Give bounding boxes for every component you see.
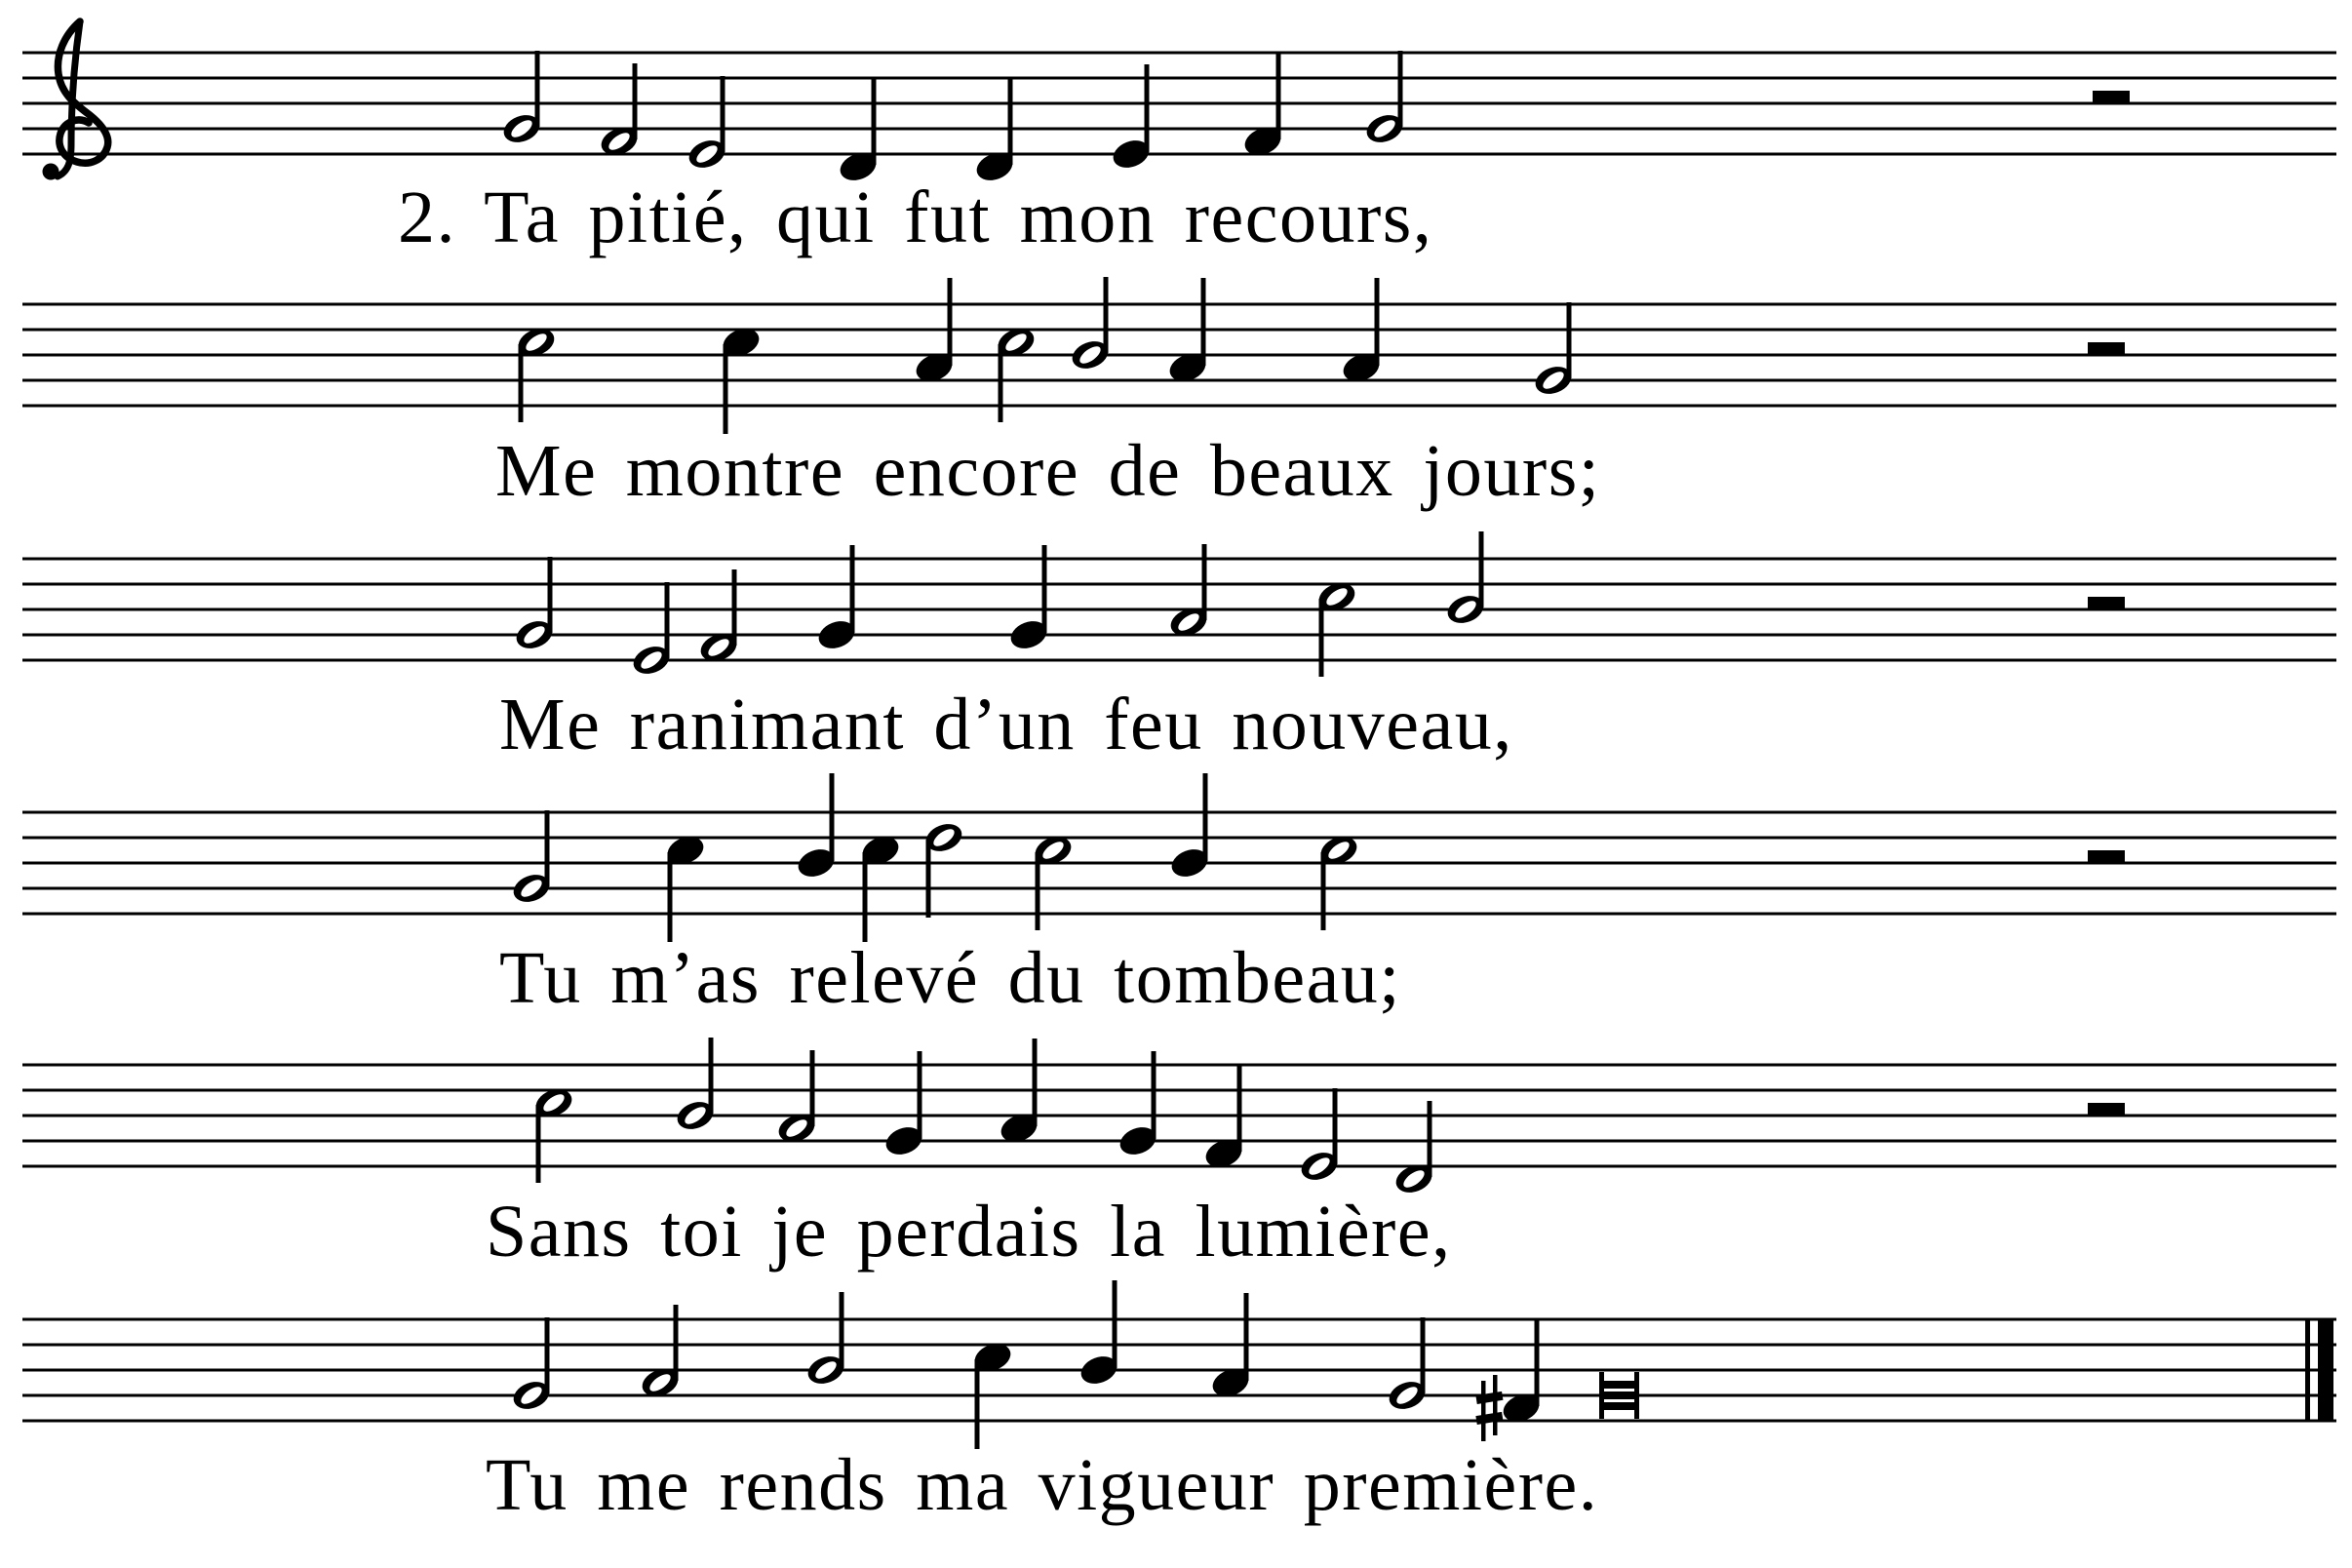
note-stem: [1321, 852, 1326, 930]
note: [630, 582, 674, 679]
note: [1168, 773, 1212, 882]
system-3: [22, 531, 2336, 679]
note: [515, 324, 559, 422]
note: [1317, 832, 1361, 930]
note: [510, 810, 554, 907]
system-4: [22, 773, 2336, 942]
note: [973, 77, 1017, 185]
note-stem: [1202, 544, 1207, 620]
staff-lines: [22, 1064, 2336, 1168]
note: [1117, 1051, 1160, 1159]
note-stem: [709, 1038, 714, 1114]
note-stem: [1113, 1280, 1117, 1368]
lyric-line-4: Tu m’as relevé du tombeau;: [499, 937, 1401, 1019]
note: [1532, 302, 1576, 399]
note-stem: [1421, 1317, 1426, 1393]
note-stem: [918, 1051, 922, 1139]
note: [1475, 1318, 1543, 1441]
note: [1202, 1064, 1246, 1172]
staff-lines: [22, 558, 2336, 662]
note: [837, 77, 881, 185]
note-stem: [536, 1105, 541, 1183]
note: [795, 773, 839, 882]
note: [1386, 1317, 1430, 1414]
note: [674, 1038, 718, 1134]
note-stem: [1375, 278, 1380, 366]
note-stem: [975, 1359, 980, 1449]
note-stem: [668, 852, 673, 942]
note-stem: [1104, 277, 1109, 353]
note-stem: [1203, 773, 1208, 861]
note: [513, 557, 557, 653]
note-stem: [1036, 852, 1040, 930]
note-stem: [872, 77, 877, 165]
note: [500, 51, 544, 147]
note: [532, 1084, 576, 1183]
lyric-line-2: Me montre encore de beaux jours;: [495, 430, 1601, 512]
half-rest: [2088, 597, 2125, 609]
staff-lines: [22, 303, 2336, 408]
note-stem: [1479, 531, 1484, 608]
note-stem: [1042, 545, 1047, 633]
note-stem: [548, 557, 553, 633]
sharp-icon: [1475, 1375, 1503, 1441]
note-stem: [1276, 52, 1281, 139]
lyric-line-6: Tu me rends ma vigueur première.: [486, 1444, 1599, 1526]
note: [882, 1051, 926, 1159]
note-stem: [1244, 1293, 1249, 1381]
note-stem: [633, 63, 638, 139]
note-stem: [1237, 1064, 1242, 1152]
note-stem: [948, 278, 953, 366]
note-stem: [1201, 278, 1206, 366]
note-stem: [1333, 1088, 1338, 1164]
note-stem: [926, 840, 931, 918]
note: [1241, 52, 1285, 160]
note-stem: [519, 344, 524, 422]
staff-lines: [22, 1318, 2336, 1423]
note: [510, 1317, 554, 1414]
treble-clef-icon: [43, 21, 108, 180]
note: [1007, 545, 1051, 653]
note: [913, 278, 957, 386]
note: [1363, 51, 1407, 147]
note-stem: [721, 76, 725, 152]
note: [1110, 64, 1154, 173]
note: [995, 324, 1039, 422]
note-stem: [1152, 1051, 1156, 1139]
system-6: [22, 1280, 2336, 1449]
note: [1078, 1280, 1121, 1389]
note-stem: [999, 344, 1003, 422]
half-rest: [2088, 1103, 2125, 1116]
breve-note: [1599, 1372, 1639, 1419]
note: [1166, 278, 1210, 386]
note-stem: [545, 1317, 550, 1393]
note: [804, 1292, 848, 1389]
note-stem: [665, 582, 670, 658]
note-stem: [545, 810, 550, 886]
note: [998, 1039, 1041, 1147]
note-stem: [1033, 1039, 1038, 1126]
note: [1340, 278, 1384, 386]
note: [1069, 277, 1113, 373]
note: [922, 819, 966, 918]
note: [1444, 531, 1488, 628]
note-stem: [1428, 1101, 1432, 1177]
note: [1032, 832, 1076, 930]
note-stem: [830, 773, 835, 861]
system-2: [22, 277, 2336, 434]
system-5: [22, 1038, 2336, 1197]
staff-lines: [22, 52, 2336, 156]
half-rest: [2088, 342, 2125, 355]
note-stem: [1535, 1318, 1540, 1406]
half-rest: [2093, 91, 2130, 103]
note-stem: [863, 852, 868, 942]
note: [1209, 1293, 1253, 1401]
note-stem: [1398, 51, 1403, 127]
note-stem: [1319, 599, 1324, 677]
note-stem: [850, 545, 855, 633]
note: [815, 545, 859, 653]
note-stem: [535, 51, 540, 127]
note-stem: [724, 344, 728, 434]
system-1: [22, 21, 2336, 185]
lyric-line-5: Sans toi je perdais la lumière,: [486, 1191, 1452, 1273]
note: [1315, 578, 1359, 677]
note-stem: [1145, 64, 1150, 152]
note-stem: [810, 1050, 815, 1126]
note: [686, 76, 729, 173]
note-stem: [732, 569, 737, 646]
note-stem: [840, 1292, 844, 1368]
final-barline: [2305, 1318, 2333, 1423]
lyric-line-3: Me ranimant d’un feu nouveau,: [499, 684, 1513, 765]
half-rest: [2088, 850, 2125, 863]
note-stem: [1567, 302, 1572, 378]
note-stem: [674, 1305, 679, 1381]
lyric-line-1: 2. Ta pitié, qui fut mon recours,: [398, 176, 1433, 258]
note: [1298, 1088, 1342, 1185]
note-stem: [1008, 77, 1013, 165]
